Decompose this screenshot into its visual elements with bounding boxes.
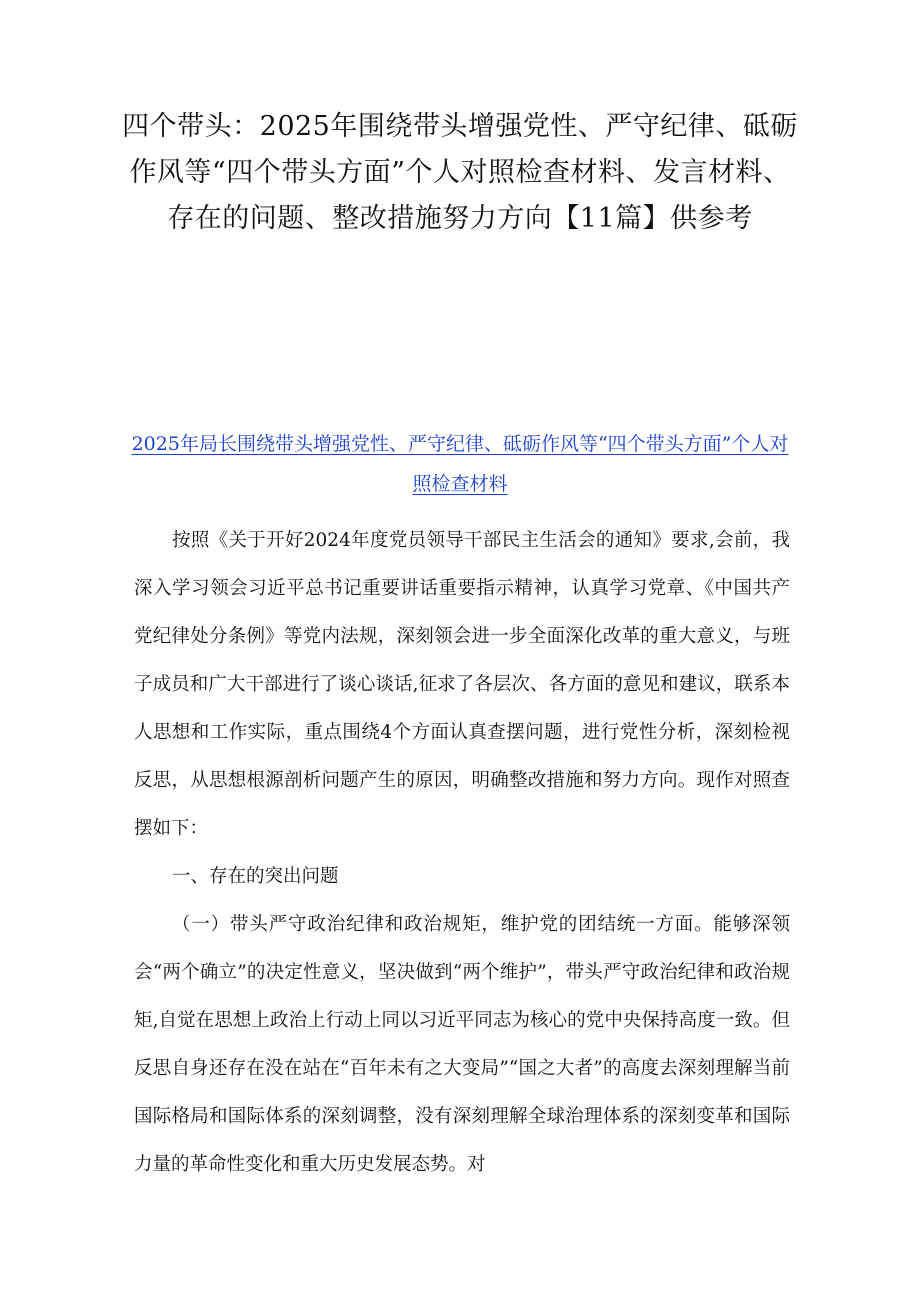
- section-title-link[interactable]: 2025年局长围绕带头增强党性、严守纪律、砥砺作风等“四个带头方面”个人对照检查材料: [131, 433, 789, 495]
- paragraph-political-discipline: （一）带头严守政治纪律和政治规矩，维护党的团结统一方面。能够深领会“两个确立”的决定性意义，坚决做到“两个维护”，带头严守政治纪律和政治规矩,自觉在思想上政治上行动上同以习近平同志为核心的党中央保持高度一致。但反思自身还存在没在站在“百年未有之大变局”“国之大者”的高度去深刻理解当前国际格局和国际体系的深刻调整，没有深刻理解全球治理体系的深刻变革和国际力量的革命性变化和重大历史发展态势。对: [134, 914, 790, 1175]
- paragraph-heading-problems: 一、存在的突出问题: [172, 866, 339, 887]
- document-title: 四个带头：2025年围绕带头增强党性、严守纪律、砥砺作风等“四个带头方面”个人对照检查材料、发言材料、存在的问题、整改措施努力方向【11篇】供参考: [122, 111, 798, 234]
- paragraph-intro: 按照《关于开好2024年度党员领导干部民主生活会的通知》要求,会前，我深入学习领会习近平总书记重要讲话重要指示精神，认真学习党章、《中国共产党纪律处分条例》等党内法规，深刻领会进一步全面深化改革的重大意义，与班子成员和广大干部进行了谈心谈话,征求了各层次、各方面的意见和建议，联系本人思想和工作实际，重点围绕4个方面认真查摆问题，进行党性分析，深刻检视反思，从思想根源剖析问题产生的原因，明确整改措施和努力方向。现作对照查摆如下：: [134, 530, 790, 839]
- document-body: [134, 517, 790, 1189]
